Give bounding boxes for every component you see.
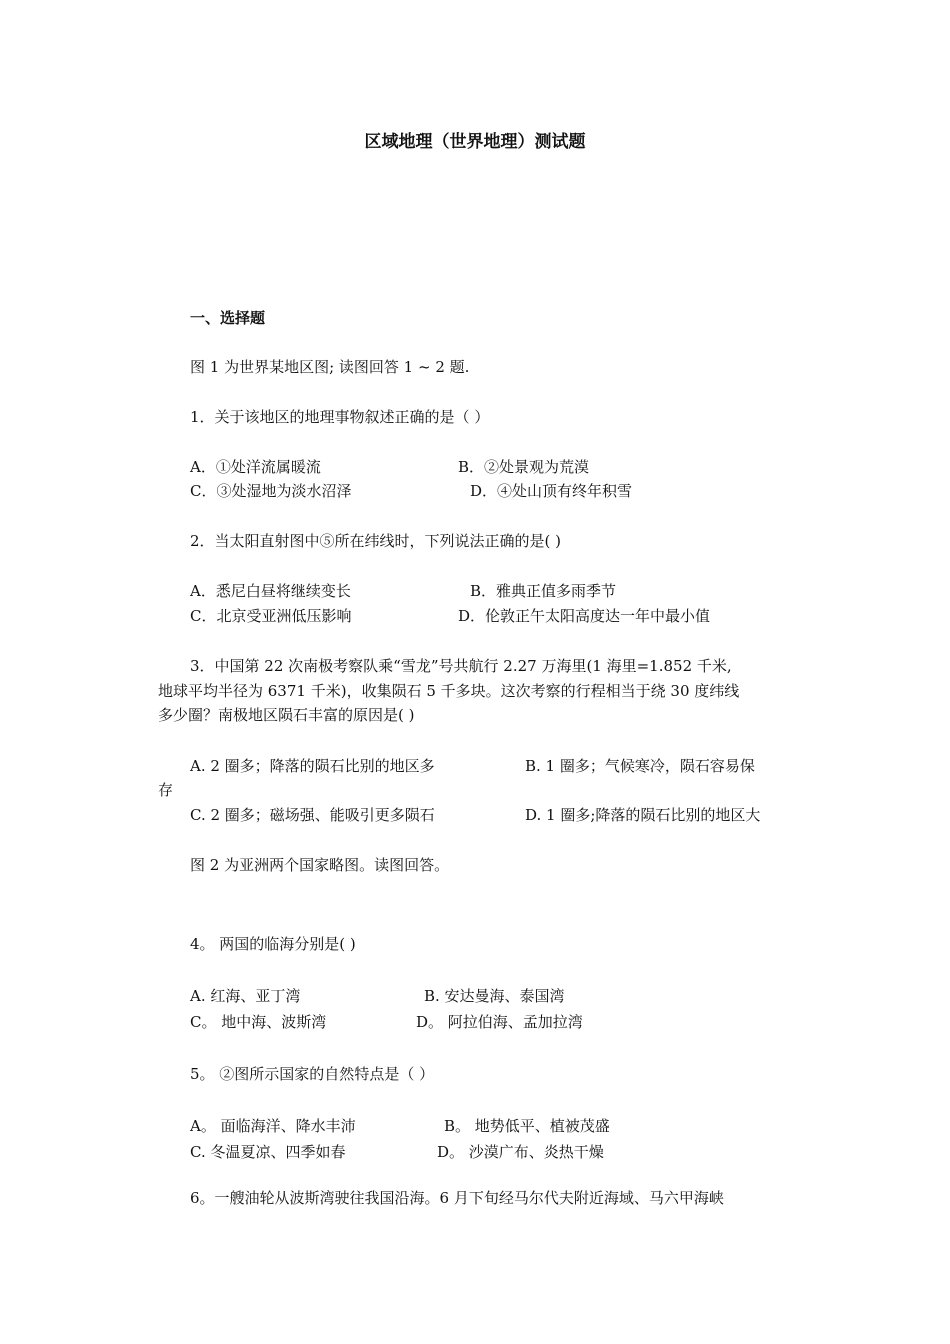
question-1-option-d: D．④处山顶有终年积雪 [470,482,633,500]
question-5-option-c: C. 冬温夏凉、四季如春 [190,1143,346,1161]
question-3-option-b-continued: 存 [158,781,174,799]
question-1-stem: 1．关于该地区的地理事物叙述正确的是（ ） [190,408,490,426]
question-3-stem-line-1: 3．中国第 22 次南极考察队乘“雪龙”号共航行 2.27 万海里(1 海里=1.852 千米, [190,657,732,675]
question-1-option-b: B．②处景观为荒漠 [458,458,590,476]
question-1-option-a: A．①处洋流属暖流 [190,458,321,476]
question-3-option-d: D. 1 圈多;降落的陨石比别的地区大 [525,806,761,824]
question-2-stem: 2．当太阳直射图中⑤所在纬线时，下列说法正确的是( ) [190,532,562,550]
question-5-option-b: B。 地势低平、植被茂盛 [444,1117,610,1135]
intro-figure-1: 图 1 为世界某地区图; 读图回答 1 ~ 2 题. [190,358,470,376]
question-3-stem-line-2: 地球平均半径为 6371 千米)，收集陨石 5 千多块。这次考察的行程相当于绕 30 度纬线 [158,682,740,700]
question-5-option-d: D。 沙漠广布、炎热干燥 [437,1143,604,1161]
question-4-option-b: B. 安达曼海、泰国湾 [424,987,565,1005]
question-2-option-d: D．伦敦正午太阳高度达一年中最小值 [458,607,711,625]
question-4-stem: 4。 两国的临海分别是( ) [190,935,356,953]
intro-figure-2: 图 2 为亚洲两个国家略图。读图回答。 [190,856,450,874]
question-3-option-c: C. 2 圈多；磁场强、能吸引更多陨石 [190,806,435,824]
question-2-option-b: B．雅典正值多雨季节 [470,582,617,600]
question-1-option-c: C．③处湿地为淡水沼泽 [190,482,352,500]
question-2-option-c: C．北京受亚洲低压影响 [190,607,352,625]
question-3-option-a: A. 2 圈多；降落的陨石比别的地区多 [190,757,435,775]
question-6-stem: 6。一艘油轮从波斯湾驶往我国沿海。6 月下旬经马尔代夫附近海域、马六甲海峡 [190,1189,724,1207]
question-4-option-a: A. 红海、亚丁湾 [190,987,301,1005]
question-5-option-a: A。 面临海洋、降水丰沛 [190,1117,356,1135]
question-4-option-c: C。 地中海、波斯湾 [190,1013,327,1031]
section-heading: 一、选择题 [190,309,266,327]
page-title: 区域地理（世界地理）测试题 [364,132,586,152]
question-2-option-a: A．悉尼白昼将继续变长 [190,582,351,600]
question-3-option-b: B. 1 圈多；气候寒冷，陨石容易保 [525,757,755,775]
question-3-stem-line-3: 多少圈？南极地区陨石丰富的原因是( ) [158,706,415,724]
question-5-stem: 5。 ②图所示国家的自然特点是（ ） [190,1065,435,1083]
question-4-option-d: D。 阿拉伯海、孟加拉湾 [416,1013,583,1031]
